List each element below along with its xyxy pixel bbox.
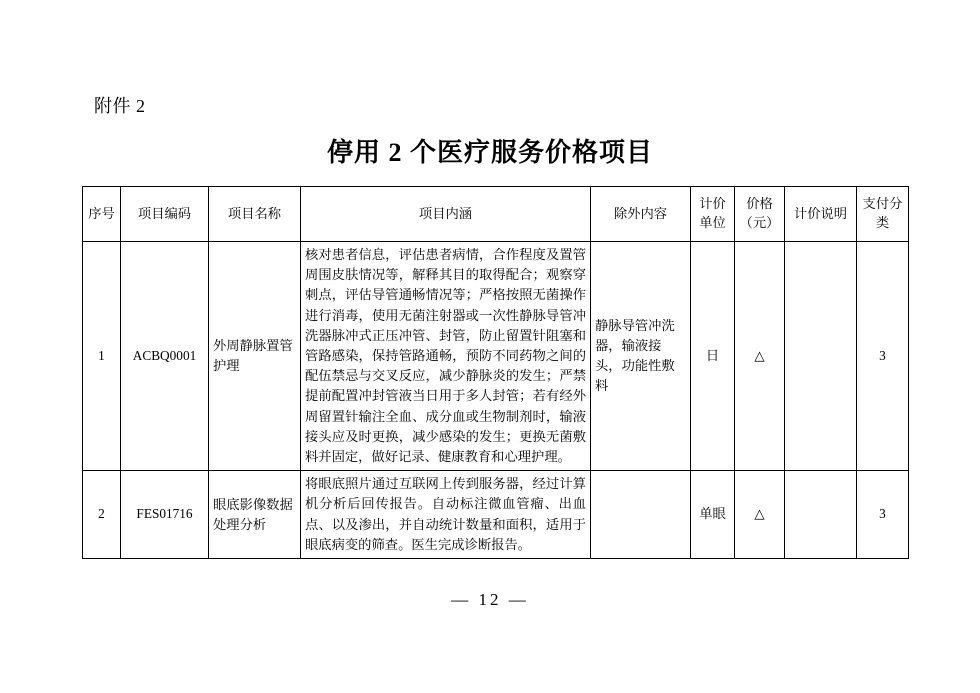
page-number: — 12 — [451,590,529,609]
column-header-code: 项目编码 [121,187,209,242]
column-header-unit: 计价单位 [691,187,735,242]
table-header-row [83,187,909,242]
cell-unit: 单眼 [691,471,735,559]
cell-code: FES01716 [121,471,209,559]
cell-note [785,242,857,471]
cell-exclude: 静脉导管冲洗器，输液接头，功能性敷料 [591,242,691,471]
table-row [83,242,909,471]
cell-price: △ [735,471,785,559]
table-row [83,471,909,559]
column-header-content: 项目内涵 [301,187,591,242]
cell-name: 外周静脉置管护理 [209,242,301,471]
cell-code: ACBQ0001 [121,242,209,471]
cell-pay: 3 [857,471,909,559]
column-header-pay: 支付分类 [857,187,909,242]
price-items-table [82,186,909,559]
column-header-seq: 序号 [83,187,121,242]
cell-note [785,471,857,559]
cell-content: 核对患者信息，评估患者病情，合作程度及置管周围皮肤情况等，解释其目的取得配合；观察穿刺点，评估导管通畅情况等；严格按照无菌操作进行消毒，使用无菌注射器或一次性静脉导管冲洗器脉冲式正压冲管、封管，防止留置针阻塞和管路感染，保持管路通畅，预防不同药物之间的配伍禁忌与交叉反应，减少静脉炎的发生；严禁提前配置冲封管液当日用于多人封管；若有经外周留置针输注全血、成分血或生物制剂时，输液接头应及时更换，减少感染的发生；更换无菌敷料并固定，做好记录、健康教育和心理护理。 [301,242,591,471]
cell-price: △ [735,242,785,471]
column-header-note: 计价说明 [785,187,857,242]
column-header-price: 价格（元） [735,187,785,242]
cell-name: 眼底影像数据处理分析 [209,471,301,559]
cell-exclude [591,471,691,559]
column-header-exclude: 除外内容 [591,187,691,242]
cell-seq: 2 [83,471,121,559]
cell-content: 将眼底照片通过互联网上传到服务器，经过计算机分析后回传报告。自动标注微血管瘤、出血点、以及渗出，并自动统计数量和面积，适用于眼底病变的筛查。医生完成诊断报告。 [301,471,591,559]
attachment-label: 附件 2 [94,96,146,116]
cell-pay: 3 [857,242,909,471]
page-title: 停用 2 个医疗服务价格项目 [326,138,653,167]
column-header-name: 项目名称 [209,187,301,242]
cell-seq: 1 [83,242,121,471]
cell-unit: 日 [691,242,735,471]
